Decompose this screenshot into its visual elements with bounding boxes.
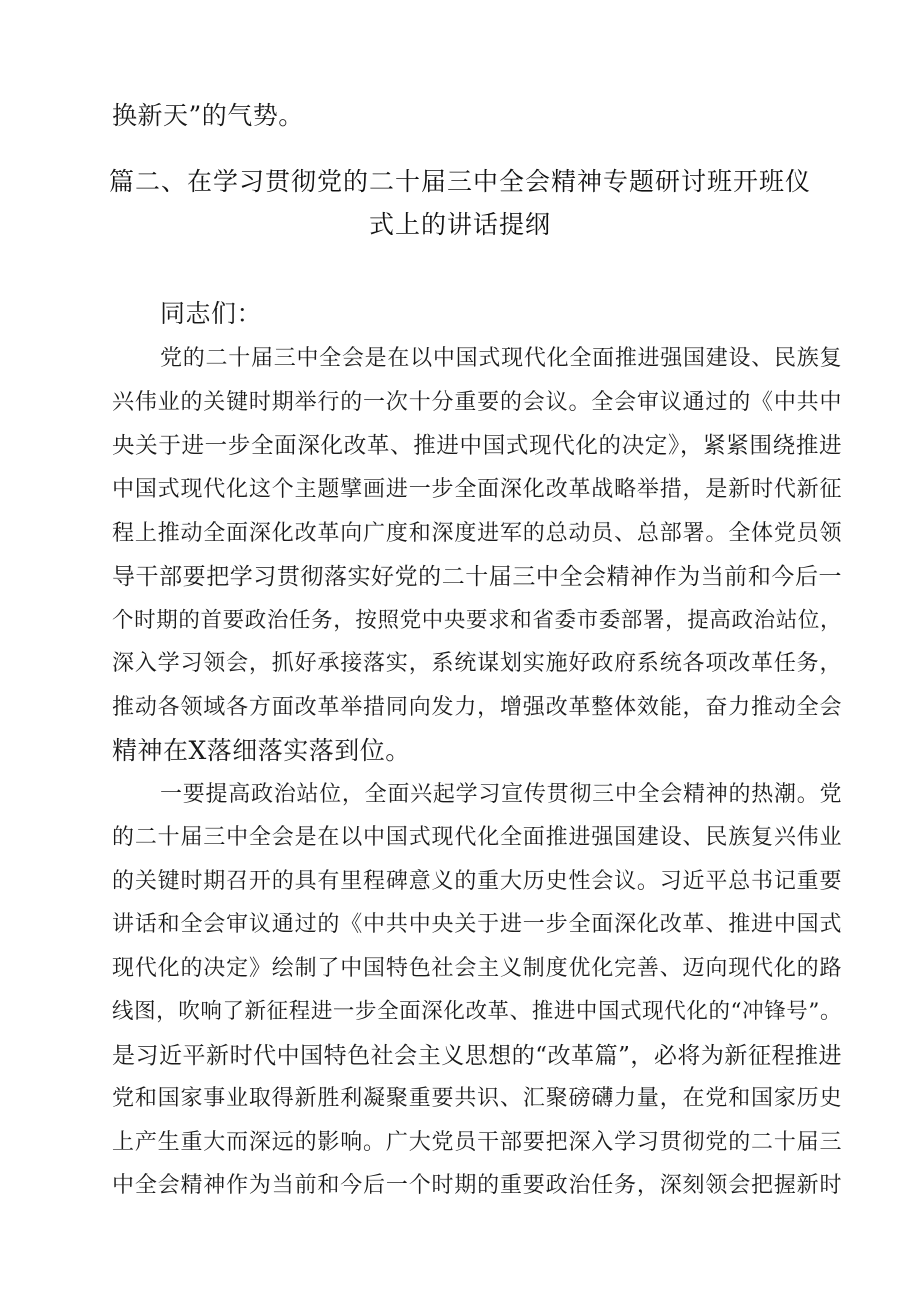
paragraph-2-line: 的二十届三中全会是在以中国式现代化全面推进强国建设、民族复兴伟业	[112, 825, 842, 850]
paragraph-2-line: 一要提高政治站位，全面兴起学习宣传贯彻三中全会精神的热潮。党	[160, 782, 842, 807]
paragraph-2-line: 线图，吹响了新征程进一步全面深化改革、推进中国式现代化的“冲锋号”。	[112, 999, 842, 1024]
paragraph-2-line: 的关键时期召开的具有里程碑意义的重大历史性会议。习近平总书记重要	[112, 869, 842, 894]
paragraph-1-line: 个时期的首要政治任务，按照党中央要求和省委市委部署，提高政治站位，	[112, 608, 842, 633]
paragraph-1-line: 程上推动全面深化改革向广度和深度进军的总动员、总部署。全体党员领	[112, 521, 842, 546]
salutation: 同志们：	[160, 299, 263, 328]
paragraph-1-line: 党的二十届三中全会是在以中国式现代化全面推进强国建设、民族复	[160, 346, 842, 371]
paragraph-1-line: 央关于进一步全面深化改革、推进中国式现代化的决定》，紧紧围绕推进	[112, 433, 842, 459]
paragraph-1-line: 深入学习领会，抓好承接落实，系统谋划实施好政府系统各项改革任务，	[112, 651, 842, 676]
paragraph-1-line: 推动各领域各方面改革举措同向发力，增强改革整体效能，奋力推动全会	[112, 695, 842, 720]
paragraph-2-line: 上产生重大而深远的影响。广大党员干部要把深入学习贯彻党的二十届三	[112, 1130, 842, 1155]
paragraph-1-line: 中国式现代化这个主题擘画进一步全面深化改革战略举措，是新时代新征	[112, 477, 842, 502]
paragraph-1-line: 精神在X落细落实落到位。	[112, 736, 411, 765]
paragraph-1-line: 兴伟业的关键时期举行的一次十分重要的会议。全会审议通过的《中共中	[112, 390, 842, 415]
paragraph-2-line: 讲话和全会审议通过的《中共中央关于进一步全面深化改革、推进中国式	[112, 912, 842, 937]
paragraph-1-line: 导干部要把学习贯彻落实好党的二十届三中全会精神作为当前和今后一	[112, 564, 842, 590]
paragraph-2-line: 现代化的决定》绘制了中国特色社会主义制度优化完善、迈向现代化的路	[112, 956, 842, 981]
paragraph-2-line: 中全会精神作为当前和今后一个时期的重要政治任务，深刻领会把握新时	[112, 1173, 842, 1198]
paragraph-2-line: 党和国家事业取得新胜利凝聚重要共识、汇聚磅礴力量，在党和国家历史	[112, 1086, 842, 1111]
carryover-line: 换新天”的气势。	[112, 101, 304, 130]
heading-line-2: 式上的讲话提纲	[368, 210, 551, 239]
paragraph-2-line: 是习近平新时代中国特色社会主义思想的“改革篇”，必将为新征程推进	[112, 1043, 842, 1069]
heading-line-1: 篇二、在学习贯彻党的二十届三中全会精神专题研讨班开班仪	[108, 167, 811, 196]
